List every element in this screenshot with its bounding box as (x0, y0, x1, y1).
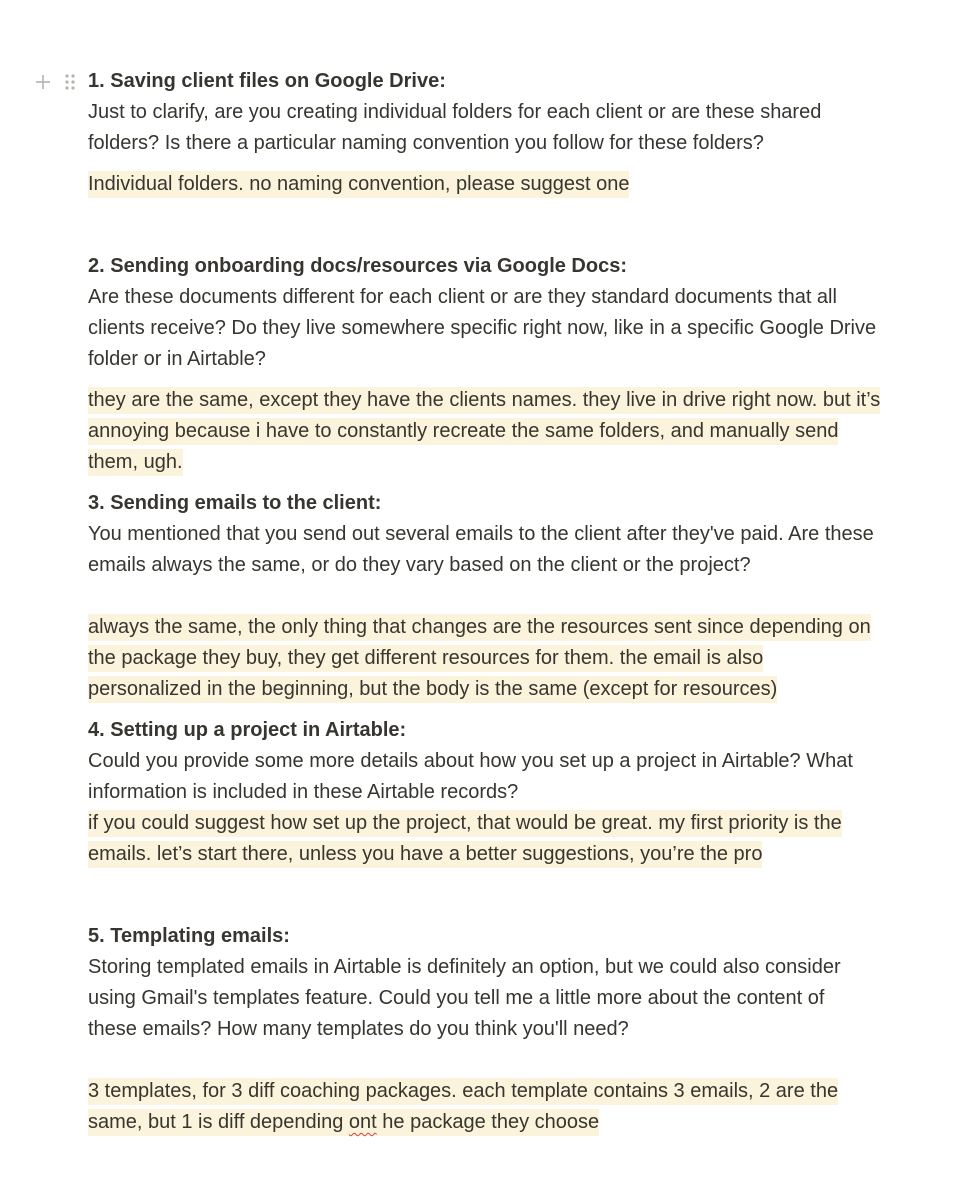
answer-text: same, but 1 is diff depending (88, 1111, 349, 1133)
question-line[interactable]: Could you provide some more details about how you set up a project in Airtable? What (88, 750, 853, 772)
answer-line: annoying because i have to constantly recreate the same folders, and manually send (88, 418, 838, 445)
question-line[interactable]: information is included in these Airtable records? (88, 781, 519, 803)
answer-line: personalized in the beginning, but the body is the same (except for resources) (88, 676, 777, 703)
answer-line: they are the same, except they have the clients names. they live in drive right now. but it’s (88, 387, 880, 414)
question-line[interactable]: these emails? How many templates do you think you'll need? (88, 1018, 629, 1040)
answer-line: the package they buy, they get different resources for them. the email is also (88, 645, 763, 672)
section-saving-client-files (88, 66, 938, 200)
section-templating-emails (88, 921, 938, 1138)
answer-line: them, ugh. (88, 449, 183, 476)
question-line[interactable]: Storing templated emails in Airtable is definitely an option, but we could also consider (88, 956, 841, 978)
question-line[interactable]: folder or in Airtable? (88, 348, 266, 370)
block-controls (33, 70, 77, 94)
section-heading[interactable]: 1. Saving client files on Google Drive: (88, 70, 446, 92)
section-heading[interactable]: 2. Sending onboarding docs/resources via Google Docs: (88, 255, 627, 277)
section-heading[interactable]: 4. Setting up a project in Airtable: (88, 719, 407, 741)
question-line[interactable]: clients receive? Do they live somewhere specific right now, like in a specific Google Drive (88, 317, 877, 339)
plus-icon[interactable] (33, 72, 53, 92)
answer-block[interactable] (88, 1076, 938, 1138)
misspelled-word[interactable]: ont (348, 1111, 377, 1133)
answer-block[interactable] (88, 808, 938, 870)
answer-line: if you could suggest how set up the project, that would be great. my first priority is the (88, 810, 842, 837)
document-content (88, 66, 938, 1138)
question-line[interactable]: emails always the same, or do they vary based on the client or the project? (88, 554, 751, 576)
question-line[interactable]: using Gmail's templates feature. Could you tell me a little more about the content of (88, 987, 825, 1009)
section-heading[interactable]: 3. Sending emails to the client: (88, 492, 382, 514)
answer-block[interactable] (88, 612, 938, 705)
drag-handle-icon[interactable] (63, 72, 77, 92)
section-onboarding-docs (88, 251, 938, 478)
answer-block[interactable] (88, 385, 938, 478)
section-sending-emails (88, 488, 938, 705)
answer-line (88, 1109, 599, 1136)
question-line[interactable]: Are these documents different for each client or are they standard documents that all (88, 286, 837, 308)
question-line[interactable]: Just to clarify, are you creating individual folders for each client or are these shared (88, 101, 822, 123)
question-line[interactable]: folders? Is there a particular naming convention you follow for these folders? (88, 132, 764, 154)
answer-line: 3 templates, for 3 diff coaching packages. each template contains 3 emails, 2 are the (88, 1078, 838, 1105)
question-line[interactable]: You mentioned that you send out several emails to the client after they've paid. Are these (88, 523, 874, 545)
answer-line: always the same, the only thing that changes are the resources sent since depending on (88, 614, 871, 641)
section-heading[interactable]: 5. Templating emails: (88, 925, 290, 947)
answer-line: emails. let’s start there, unless you have a better suggestions, you’re the pro (88, 841, 762, 868)
section-airtable-project (88, 715, 938, 870)
answer-text: he package they choose (376, 1111, 600, 1133)
answer-line: Individual folders. no naming convention, please suggest one (88, 171, 629, 198)
answer-block[interactable] (88, 169, 938, 200)
